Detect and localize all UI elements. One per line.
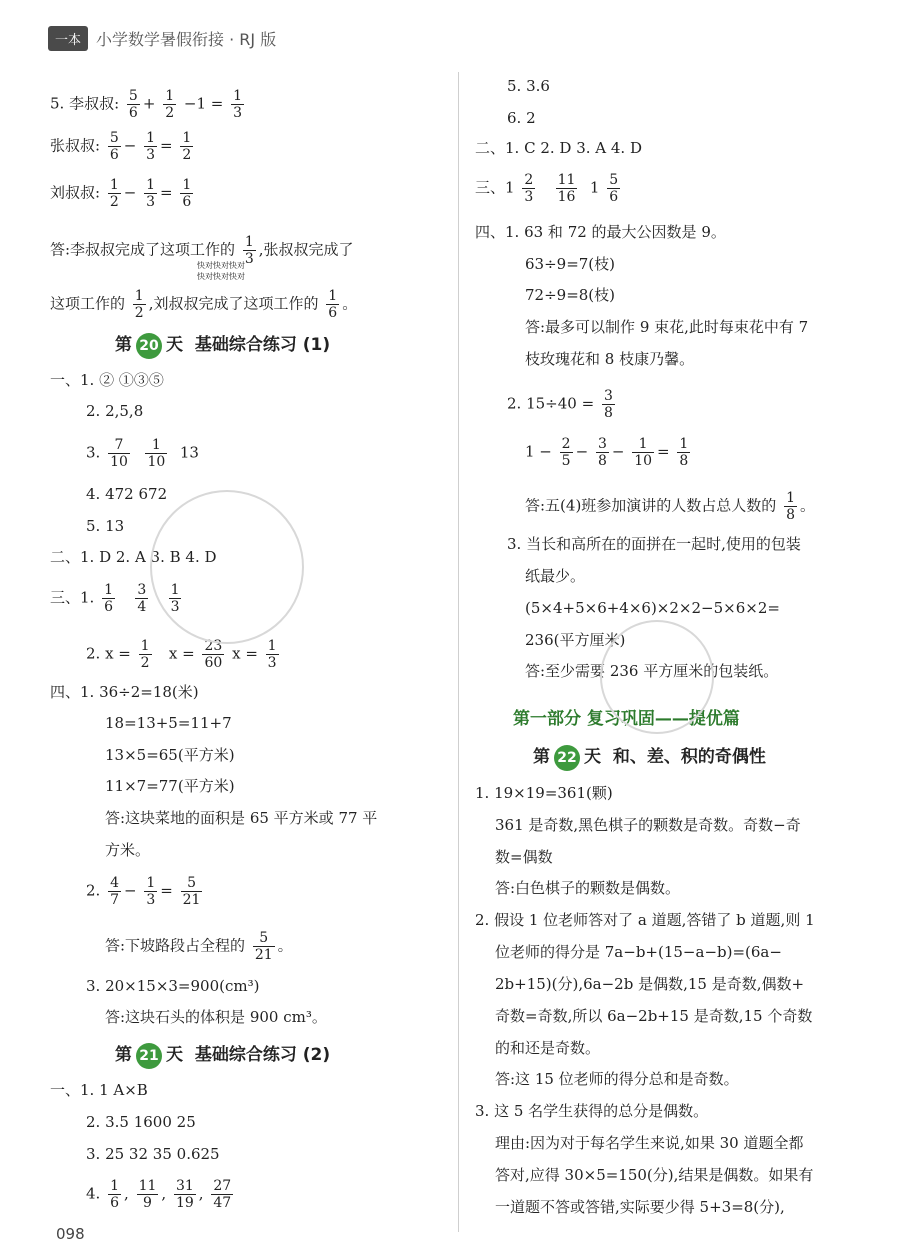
fraction: $\frac{1}{3}$ [146, 130, 156, 163]
d20-s1-4: 4. 472 672 [86, 485, 168, 503]
d20-s4-3-answer: 答:这块石头的体积是 900 cm³。 [105, 1008, 327, 1026]
fraction: $\frac{11}{9}$ [138, 1178, 157, 1211]
fraction: $\frac{11}{16}$ [557, 172, 576, 205]
part-heading: 第一部分 复习巩固——提优篇 [513, 709, 740, 729]
d20-s1-2: 2. 2,5,8 [86, 402, 144, 420]
book-title: 小学数学暑假衔接 · RJ 版 [96, 30, 277, 49]
fraction: $\frac{3}{4}$ [137, 582, 147, 615]
d20-s4-1: 四、1. 36÷2=18(米) [50, 683, 199, 701]
d22-b1: 2. 假设 1 位老师答对了 a 道题,答错了 b 道题,则 1 [475, 911, 815, 929]
watermark-seal [150, 490, 304, 644]
q5-answer-1: 答:李叔叔完成了这项工作的 $\frac{1}{3}$ ,张叔叔完成了 [50, 234, 354, 267]
fraction: $\frac{31}{19}$ [175, 1178, 194, 1211]
d22-c3: 答对,应得 30×5=150(分),结果是偶数。如果有 [495, 1166, 814, 1184]
fraction: $\frac{1}{2}$ [140, 638, 150, 671]
q5-liu: 刘叔叔: $\frac{1}{2}$ − $\frac{1}{3}$ = $\frac{1}{6}$ [50, 177, 192, 210]
fraction: $\frac{27}{47}$ [213, 1178, 232, 1211]
q5-zhang: 张叔叔: $\frac{5}{6}$ − $\frac{1}{3}$ = $\frac{1}{2}$ [50, 130, 192, 163]
d20-s4-1c: 13×5=65(平方米) [105, 746, 235, 764]
page-number: 098 [56, 1225, 85, 1243]
fraction: $\frac{2}{5}$ [561, 436, 571, 469]
q4-l10: 纸最少。 [525, 567, 586, 585]
q4-l3: 72÷9=8(枝) [525, 286, 616, 304]
fraction: $\frac{1}{3}$ [146, 875, 156, 908]
d22-c2: 理由:因为对于每名学生来说,如果 30 道题全都 [495, 1134, 804, 1152]
fraction: $\frac{1}{6}$ [104, 582, 114, 615]
column-divider [458, 72, 459, 1232]
fraction: $\frac{1}{2}$ [182, 130, 192, 163]
r-top-1: 5. 3.6 [507, 77, 550, 95]
q4-l6: 2. 15÷40 = $\frac{3}{8}$ [507, 388, 613, 421]
d20-s1-1: 一、1. ② ①③⑤ [50, 371, 164, 389]
d22-a2: 361 是奇数,黑色棋子的颗数是奇数。奇数−奇 [495, 816, 801, 834]
day-badge: 20 [136, 333, 162, 359]
r-top-2: 6. 2 [507, 109, 536, 127]
day-badge: 22 [554, 745, 580, 771]
fraction: $\frac{5}{21}$ [254, 930, 273, 963]
r-top-4: 三、1 $\frac{2}{3}$ $\frac{11}{16}$ 1 $\frac{5}{6}$ [475, 172, 619, 205]
fraction: $\frac{2}{3}$ [524, 172, 534, 205]
d20-s4-3: 3. 20×15×3=900(cm³) [86, 977, 260, 995]
d20-s4-1b: 18=13+5=11+7 [105, 714, 232, 732]
fraction: $\frac{3}{8}$ [597, 436, 607, 469]
q4-l8: 答:五(4)班参加演讲的人数占总人数的 $\frac{1}{8}$ 。 [525, 490, 816, 523]
fraction: $\frac{1}{6}$ [110, 1178, 120, 1211]
d22-a3: 数=偶数 [495, 848, 553, 866]
q4-l11: (5×4+5×6+4×6)×2×2−5×6×2= [525, 599, 780, 617]
day21-heading: 第 21 天 基础综合练习 (2) [115, 1040, 330, 1069]
q4-l9: 3. 当长和高所在的面拼在一起时,使用的包装 [507, 535, 801, 553]
fraction: $\frac{1}{2}$ [109, 177, 119, 210]
d20-s4-1d: 11×7=77(平方米) [105, 777, 235, 795]
day20-heading: 第 20 天 基础综合练习 (1) [115, 330, 330, 359]
fraction: $\frac{1}{3}$ [233, 88, 243, 121]
d20-s1-5: 5. 13 [86, 517, 125, 535]
fraction: $\frac{1}{3}$ [146, 177, 156, 210]
q4-l1: 四、1. 63 和 72 的最大公因数是 9。 [475, 223, 726, 241]
brand-logo: 一本 [48, 26, 88, 51]
d21-s1-4: 4. $\frac{1}{6}$ , $\frac{11}{9}$ , $\frac{31}{19}$ , $\frac{27}{47}$ [86, 1178, 232, 1211]
d22-c4: 一道题不答或答错,实际要少得 5+3=8(分), [495, 1198, 785, 1216]
fraction: $\frac{1}{8}$ [786, 490, 796, 523]
q4-l5: 枝玫瑰花和 8 枝康乃馨。 [525, 350, 695, 368]
fraction: $\frac{7}{10}$ [110, 437, 128, 470]
d20-s4-2: 2. $\frac{4}{7}$ − $\frac{1}{3}$ = $\frac{5}{21}$ [86, 875, 201, 908]
d22-a4: 答:白色棋子的颗数是偶数。 [495, 879, 681, 897]
d22-b2: 位老师的得分是 7a−b+(15−a−b)=(6a− [495, 943, 782, 961]
day22-heading: 第 22 天 和、差、积的奇偶性 [533, 742, 766, 771]
d22-b5: 的和还是奇数。 [495, 1039, 601, 1057]
d22-c1: 3. 这 5 名学生获得的总分是偶数。 [475, 1102, 709, 1120]
fraction: $\frac{5}{6}$ [109, 130, 119, 163]
d22-a1: 1. 19×19=361(颗) [475, 784, 613, 802]
d20-s4-1e: 答:这块菜地的面积是 65 平方米或 77 平 [105, 809, 378, 827]
d20-s3-2: 2. x = $\frac{1}{2}$ x = $\frac{23}{60}$ x = $\frac{1}{3}$ [86, 638, 277, 671]
q5-answer-2: 这项工作的 $\frac{1}{2}$ ,刘叔叔完成了这项工作的 $\frac{1}{6}$ 。 [50, 288, 358, 321]
d21-s1-2: 2. 3.5 1600 25 [86, 1113, 196, 1131]
fraction: $\frac{5}{21}$ [182, 875, 201, 908]
fraction: $\frac{1}{2}$ [134, 288, 144, 321]
q4-l12: 236(平方厘米) [525, 631, 626, 649]
fraction: $\frac{1}{10}$ [634, 436, 653, 469]
d21-s1-1: 一、1. 1 A×B [50, 1081, 148, 1099]
d20-s4-2-answer: 答:下坡路段占全程的 $\frac{5}{21}$ 。 [105, 930, 293, 963]
fraction: $\frac{1}{2}$ [165, 88, 175, 121]
fraction: $\frac{1}{3}$ [244, 234, 254, 267]
d22-b6: 答:这 15 位老师的得分总和是奇数。 [495, 1070, 739, 1088]
d20-s1-3: 3. $\frac{7}{10}$ $\frac{1}{10}$ 13 [86, 437, 199, 470]
d22-b3: 2b+15)(分),6a−2b 是偶数,15 是奇数,偶数+ [495, 975, 805, 993]
fraction: $\frac{1}{3}$ [170, 582, 180, 615]
fraction: $\frac{5}{6}$ [128, 88, 138, 121]
d20-s4-1f: 方米。 [105, 841, 151, 859]
d20-s3-1: 三、1. $\frac{1}{6}$ $\frac{3}{4}$ $\frac{1}{3}$ [50, 582, 180, 615]
d22-b4: 奇数=奇数,所以 6a−2b+15 是奇数,15 个奇数 [495, 1007, 813, 1025]
q4-l7: 1 − $\frac{2}{5}$ − $\frac{3}{8}$ − $\frac{1}{10}$ = $\frac{1}{8}$ [525, 436, 689, 469]
q4-l13: 答:至少需要 236 平方厘米的包装纸。 [525, 662, 779, 680]
day-badge: 21 [136, 1043, 162, 1069]
fraction: $\frac{1}{6}$ [182, 177, 192, 210]
fraction: $\frac{3}{8}$ [603, 388, 613, 421]
r-top-3: 二、1. C 2. D 3. A 4. D [475, 139, 642, 157]
stamp-fragment: 快对快对快对 快对快对快对 [197, 261, 245, 281]
fraction: $\frac{1}{10}$ [147, 437, 166, 470]
fraction: $\frac{1}{6}$ [328, 288, 338, 321]
q5-li: 5. 李叔叔: $\frac{5}{6}$ + $\frac{1}{2}$ −1 = $\frac{1}{3}$ [50, 88, 243, 121]
fraction: $\frac{5}{6}$ [609, 172, 619, 205]
fraction: $\frac{1}{3}$ [267, 638, 277, 671]
fraction: $\frac{4}{7}$ [110, 875, 120, 908]
watermark-seal [600, 620, 714, 734]
d21-s1-3: 3. 25 32 35 0.625 [86, 1145, 220, 1163]
fraction: $\frac{1}{8}$ [679, 436, 689, 469]
q4-l4: 答:最多可以制作 9 束花,此时每束花中有 7 [525, 318, 809, 336]
page-header [48, 26, 276, 51]
d20-s2: 二、1. D 2. A 3. B 4. D [50, 548, 217, 566]
fraction: $\frac{23}{60}$ [204, 638, 223, 671]
q4-l2: 63÷9=7(枝) [525, 255, 616, 273]
